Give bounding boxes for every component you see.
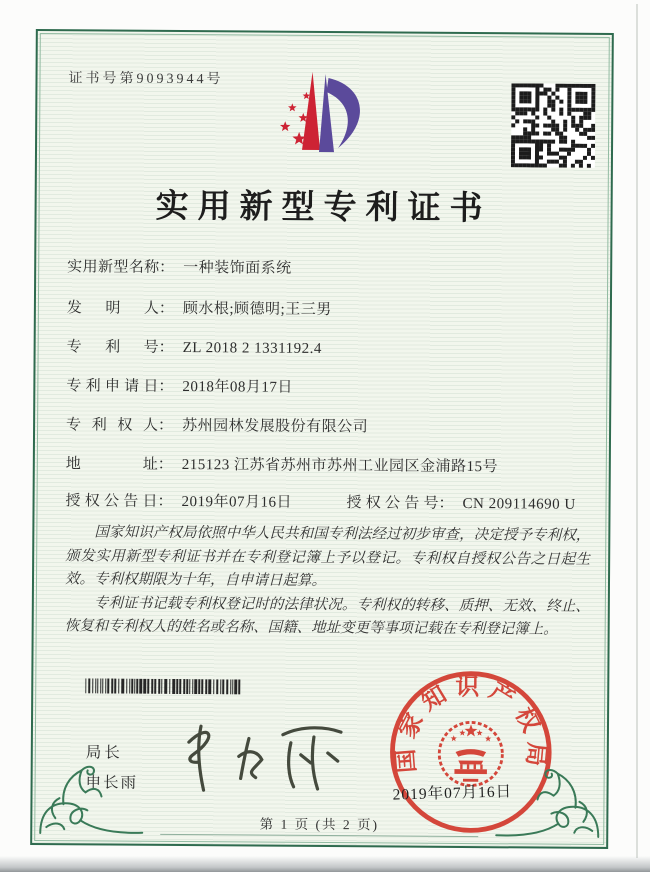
- scan-shadow-bottom: [0, 856, 650, 872]
- field-colon: ：: [157, 493, 173, 510]
- field-label: 专利权人: [66, 417, 159, 434]
- handwritten-signature: [182, 710, 358, 801]
- certificate-number: 证书号第9093944号: [68, 71, 224, 88]
- field-label: 专利申请日: [66, 378, 159, 395]
- field-colon: ：: [158, 417, 174, 434]
- certificate-title: 实用新型专利证书: [155, 188, 492, 228]
- field-colon: ：: [158, 300, 174, 317]
- field-value: 一种装饰面系统: [183, 260, 292, 277]
- qr-code: [511, 83, 596, 168]
- field-patentee: [66, 413, 596, 438]
- field-utility-model-name: [67, 255, 597, 280]
- field-patent-number: [67, 335, 597, 360]
- legal-paragraph-2: 专利证书记载专利权登记时的法律状况。专利权的转移、质押、无效、终止、恢复和专利权人的姓名或名称、国籍、地址变更等事项记载在专利登记簿上。: [64, 594, 590, 638]
- field-grant-row: [65, 489, 595, 514]
- seal-org-text: 国家知识产权局: [392, 674, 550, 775]
- field-colon: ：: [157, 456, 173, 473]
- field-filing-date: [66, 374, 596, 399]
- field-value: ZL 2018 2 1331192.4: [182, 340, 322, 357]
- field-grant-number: [346, 491, 575, 514]
- page-footer: 第 1 页 (共 2 页): [259, 816, 380, 833]
- field-label: 发明人: [66, 300, 159, 317]
- field-address: [66, 452, 596, 477]
- barcode: [85, 678, 245, 694]
- field-inventors: [67, 296, 597, 321]
- field-value: 2018年08月17日: [182, 379, 293, 396]
- legal-text: [65, 521, 591, 642]
- certificate-sheet: [30, 29, 614, 849]
- field-value: CN 209114690 U: [462, 495, 576, 513]
- field-value: 顾水根;顾德明;王三男: [182, 301, 332, 319]
- field-label: 授权公告日: [65, 493, 158, 510]
- field-label: 地址: [65, 456, 158, 473]
- field-value: 2019年07月16日: [181, 494, 293, 511]
- field-colon: ：: [159, 259, 175, 276]
- legal-paragraph-1: 国家知识产权局依照中华人民共和国专利法经过初步审查，决定授予专利权，颁发实用新型专利证书并在专利登记簿上予以登记。专利权自授权公告之日起生效。专利权期限为十年，自申请日起算。: [64, 524, 591, 590]
- scan-edge-right: [636, 4, 638, 858]
- field-label: 专利号: [66, 339, 159, 356]
- field-value: 215123 江苏省苏州市苏州工业园区金浦路15号: [181, 457, 499, 476]
- field-colon: ：: [438, 495, 454, 512]
- field-label: 授权公告号: [346, 495, 439, 512]
- seal-date: 2019年07月16日: [392, 783, 513, 804]
- field-value: 苏州园林发展股份有限公司: [182, 418, 369, 436]
- director-name: 申长雨: [85, 774, 139, 792]
- field-colon: ：: [158, 339, 174, 356]
- field-label: 实用新型名称: [67, 259, 160, 276]
- cnipa-logo-icon: [276, 68, 369, 157]
- field-colon: ：: [158, 378, 174, 395]
- director-title: 局长: [85, 744, 123, 762]
